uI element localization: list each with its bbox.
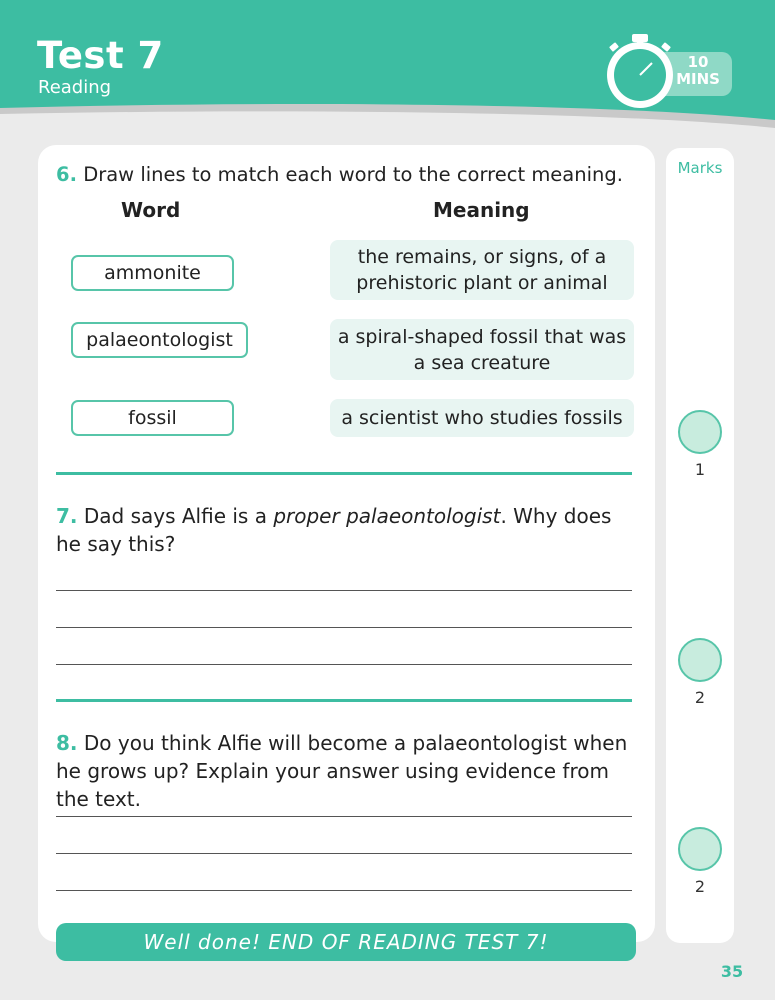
word-column-heading: Word <box>121 198 181 222</box>
question-7-text-start: Dad says Alfie is a <box>83 504 274 528</box>
answer-line[interactable] <box>56 664 632 665</box>
answer-line[interactable] <box>56 590 632 591</box>
question-8-text: Do you think Alfie will become a palaeontologist when he grows up? Explain your answer using evidence from the text. <box>56 731 628 811</box>
marks-column <box>666 148 734 943</box>
question-7-text-italic: proper palaeontologist <box>273 504 501 528</box>
question-6-number: 6. <box>56 163 77 186</box>
mark-box-q7[interactable] <box>678 638 722 682</box>
page-title: Test 7 <box>37 34 164 77</box>
mark-box-q8[interactable] <box>678 827 722 871</box>
word-box-fossil[interactable]: fossil <box>71 400 234 436</box>
mark-box-q6[interactable] <box>678 410 722 454</box>
question-7-number: 7. <box>56 504 78 528</box>
question-6-text: Draw lines to match each word to the correct meaning. <box>83 163 623 186</box>
mark-value-q6: 1 <box>694 460 706 479</box>
mark-value-q8: 2 <box>694 877 706 896</box>
answer-line[interactable] <box>56 627 632 628</box>
timer-label <box>668 54 728 88</box>
mark-value-q7: 2 <box>694 688 706 707</box>
completion-banner: Well done! END OF READING TEST 7! <box>56 923 636 961</box>
question-7-text-end: . Why does he say this? <box>56 504 612 556</box>
answer-line[interactable] <box>56 853 632 854</box>
question-8 <box>56 729 646 813</box>
answer-line[interactable] <box>56 890 632 891</box>
word-box-ammonite[interactable]: ammonite <box>71 255 234 291</box>
question-6 <box>56 161 646 189</box>
question-8-number: 8. <box>56 731 78 755</box>
timer-number: 10 <box>687 53 709 71</box>
section-divider <box>56 699 632 702</box>
section-divider <box>56 472 632 475</box>
word-box-palaeontologist[interactable]: palaeontologist <box>71 322 248 358</box>
meaning-box-spiral-fossil[interactable]: a spiral-shaped fossil that was a sea creature <box>330 319 634 380</box>
timer-unit: MINS <box>676 70 720 88</box>
meaning-box-scientist[interactable]: a scientist who studies fossils <box>330 399 634 437</box>
page-subtitle: Reading <box>38 77 112 98</box>
marks-label: Marks <box>677 159 723 177</box>
question-7 <box>56 502 636 558</box>
meaning-column-heading: Meaning <box>433 198 530 222</box>
page-number: 35 <box>720 962 744 981</box>
answer-line[interactable] <box>56 816 632 817</box>
meaning-box-remains[interactable]: the remains, or signs, of a prehistoric plant or animal <box>330 240 634 300</box>
